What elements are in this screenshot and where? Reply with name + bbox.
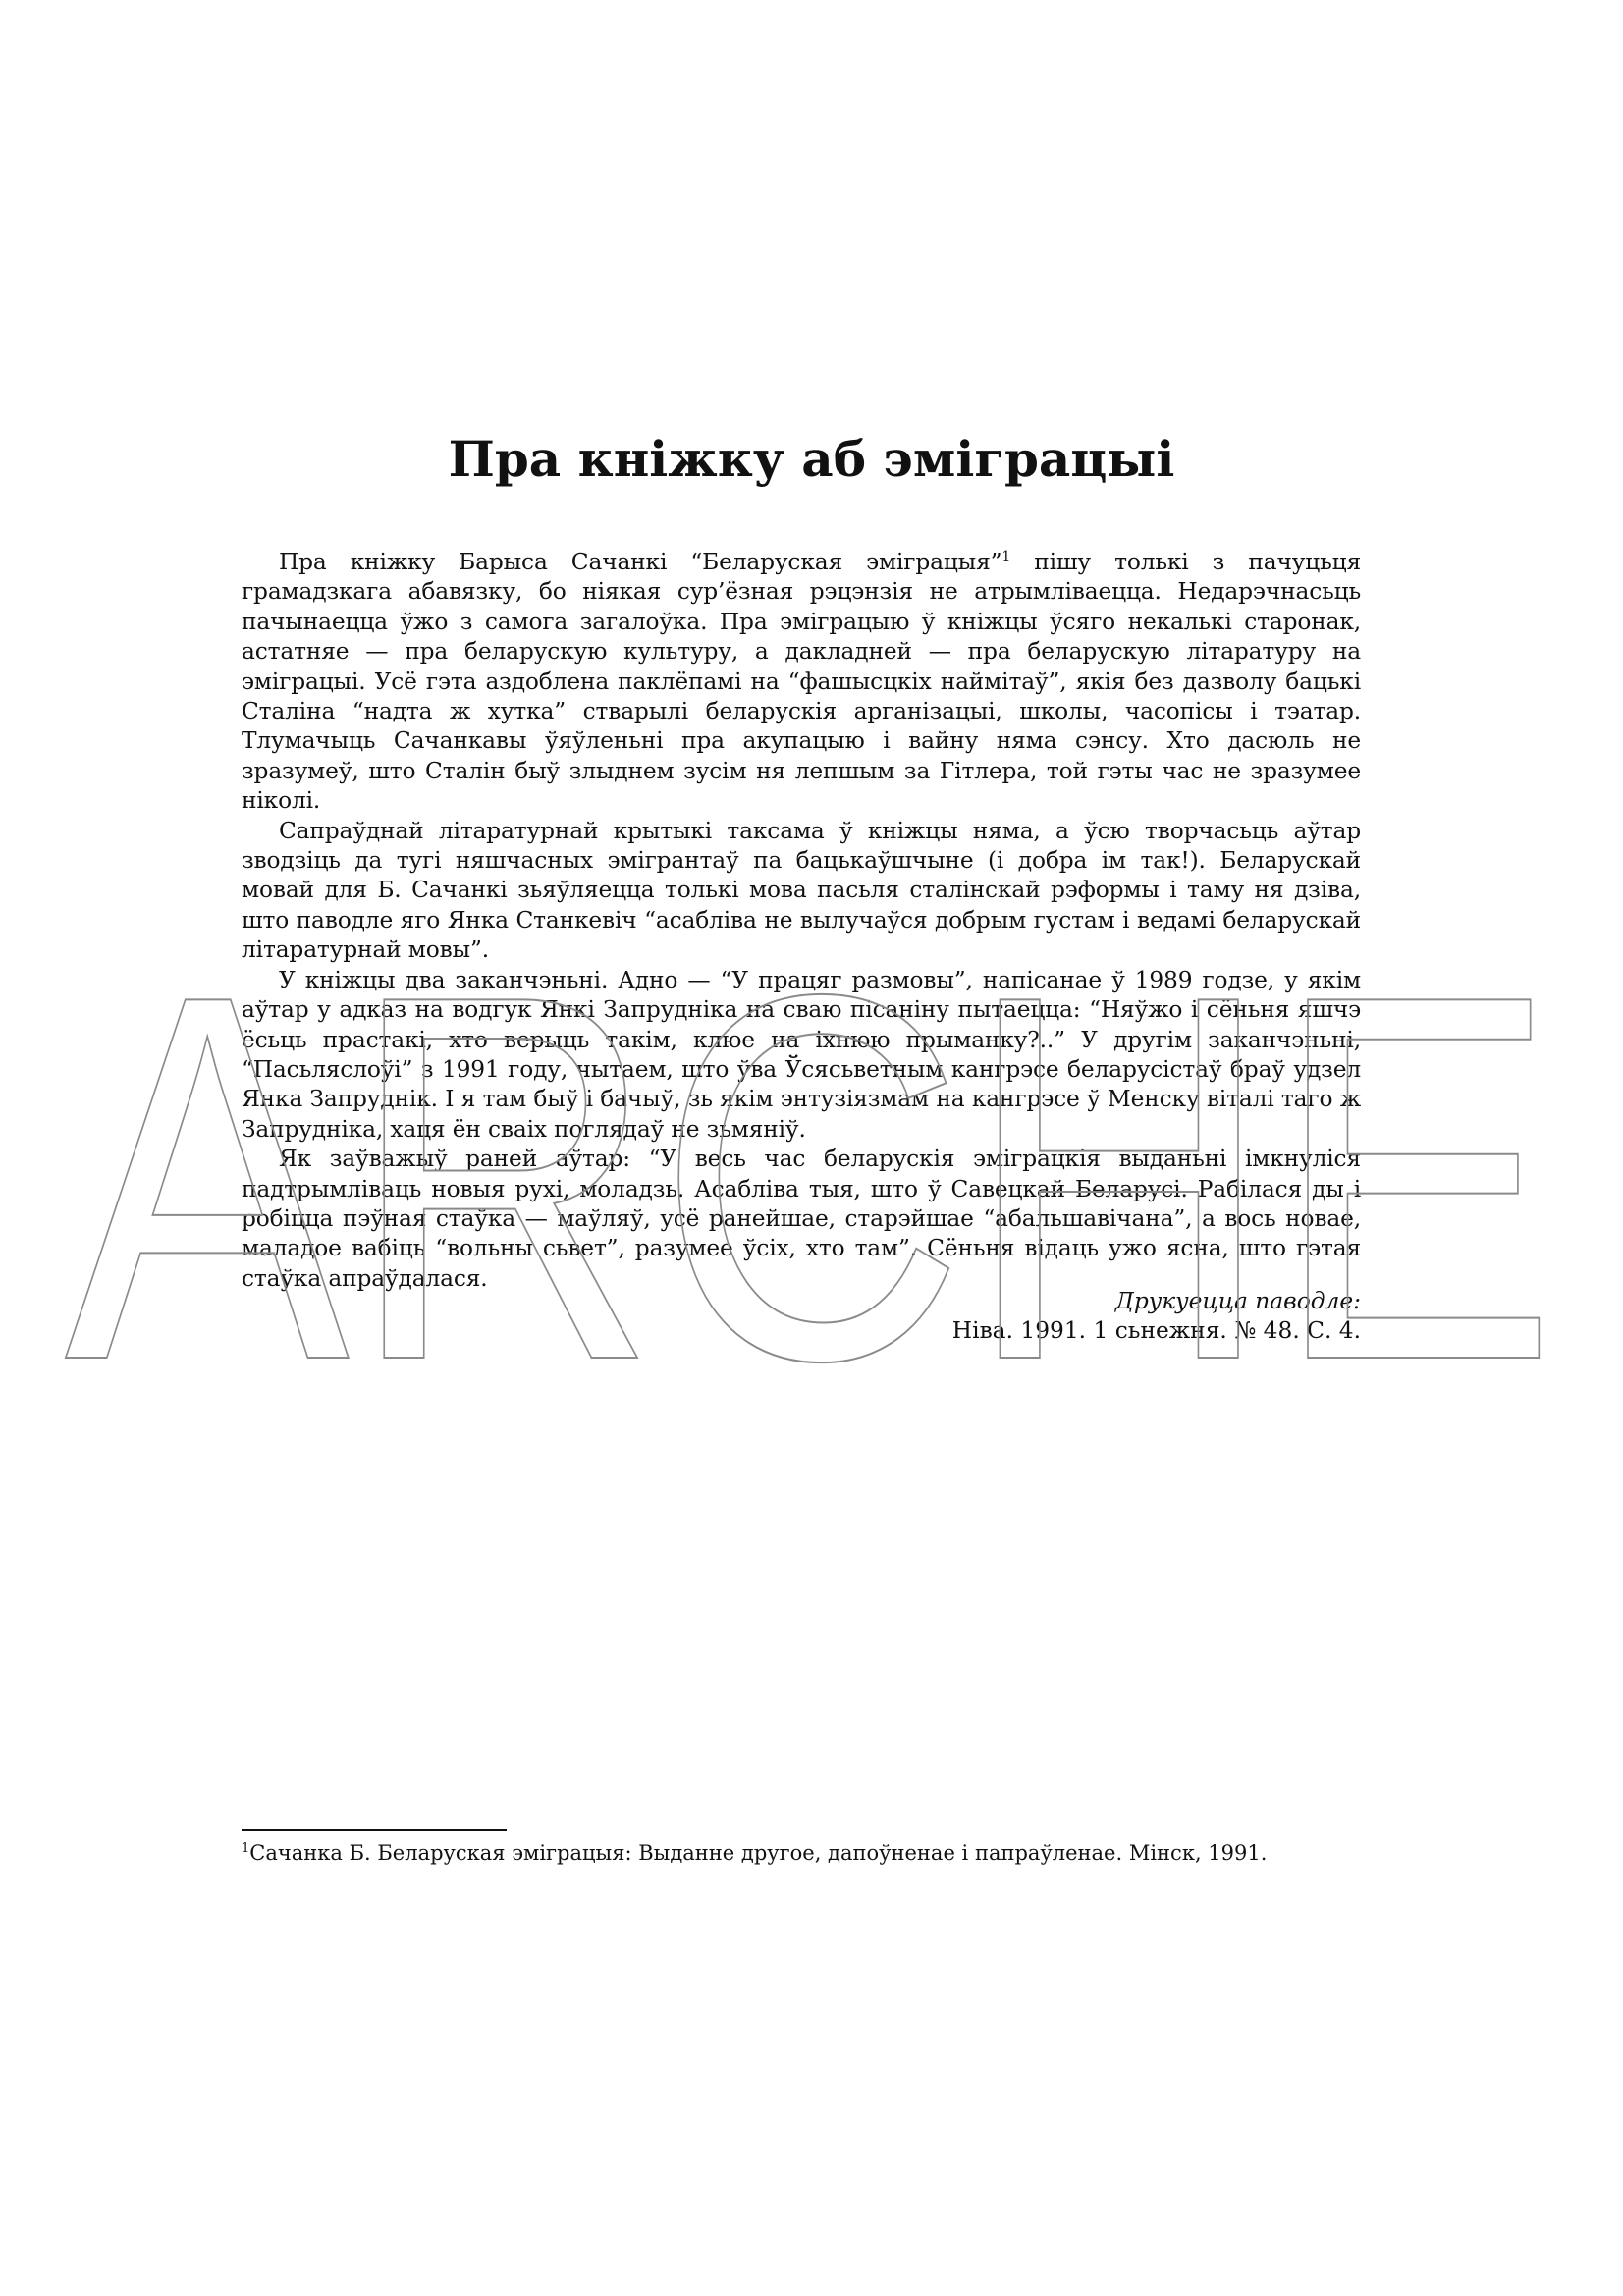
source-reference: Ніва. 1991. 1 сьнежня. № 48. С. 4. <box>951 1317 1361 1345</box>
paragraph-1-text-start: Пра кніжку Барыса Сачанкі “Беларуская эміграцыя” <box>279 549 1002 575</box>
article-body <box>242 548 1361 1294</box>
source-label: Друкуецца паводле: <box>1114 1288 1361 1314</box>
footnote-text: Сачанка Б. Беларуская эміграцыя: Выданне другое, дапоўненае і папраўленае. Мінск, 1991. <box>249 1842 1268 1865</box>
footnote-mark: 1 <box>242 1842 250 1856</box>
footnote <box>242 1840 1420 1867</box>
page-title: Пра кніжку аб эміграцыі <box>448 430 1175 488</box>
paragraph-1-text-end: пішу толькі з пачуцьця грамадзкага абавязку, бо ніякая сур’ёзная рэцэнзія не атрымліваецца. Недарэчнасьць пачынаецца ўжо з самога загалоўка. Пра эміграцыю ў кніжцы ўсяго некалькі старонак, астатняе — пра беларускую культуру, а дакладней — пра беларускую літаратуру на эміграцыі. Усё гэта аздоблена паклёпамі на “фашысцкіх наймітаў”, якія без дазволу бацькі Сталіна “надта ж хутка” стварылі беларускія арганізацыі, школы, часопісы і тэатар. Тлумачыць Сачанкавы ўяўленьні пра акупацыю і вайну няма сэнсу. Хто дасюль не зразумеў, што Сталін быў злыднем зусім ня лепшым за Гітлера, той гэты час не зразумее ніколі. <box>242 549 1361 815</box>
footnote-reference[interactable]: 1 <box>1001 549 1011 564</box>
paragraph-1 <box>242 548 1361 817</box>
paragraph-4: Як заўважыў раней аўтар: “У весь час беларускія эміграцкія выданьні імкнуліся падтрымліваць новыя рухі, моладзь. Асабліва тыя, што ў Савецкай Беларусі. Рабілася ды і робіцца пэўная стаўка — маўляў, усё ранейшае, старэйшае “абальшавічана”, а вось новае, маладое вабіць “вольны сьвет”, разумее ўсіх, хто там”. Сёньня відаць ужо ясна, што гэтая стаўка апраўдалася. <box>242 1146 1361 1292</box>
watermark-text: ARCHE <box>65 887 1557 1468</box>
source-citation <box>242 1287 1361 1347</box>
paragraph-3: У кніжцы два заканчэньні. Адно — “У працяг размовы”, напісанае ў 1989 годзе, у якім аўтар у адказ на водгук Янкі Запрудніка на сваю пісаніну пытаецца: “Няўжо і сёньня яшчэ ёсьць прастакі, хто верыць такім, клюе на іхнюю прыманку?..” У другім заканчэньні, “Пасьляслоўі” з 1991 году, чытаем, што ўва Ўсясьветным кангрэсе беларусістаў браў удзел Янка Запруднік. І я там быў і бачыў, зь якім энтузіязмам на кангрэсе ў Менску віталі таго ж Запрудніка, хаця ён сваіх поглядаў не зьмяніў. <box>242 966 1361 1143</box>
footnote-divider <box>242 1829 507 1831</box>
paragraph-2: Сапраўднай літаратурнай крытыкі таксама ў кніжцы няма, а ўсю творчасьць аўтар зводзіць да тугі няшчасных эмігрантаў па бацькаўшчыне (і добра ім так!). Беларускай мовай для Б. Сачанкі зьяўляецца толькі мова пасьля сталінскай рэформы і таму ня дзіва, што паводле яго Янка Станкевіч “асабліва не вылучаўся добрым густам і ведамі беларускай літаратурнай мовы”. <box>242 817 1361 964</box>
